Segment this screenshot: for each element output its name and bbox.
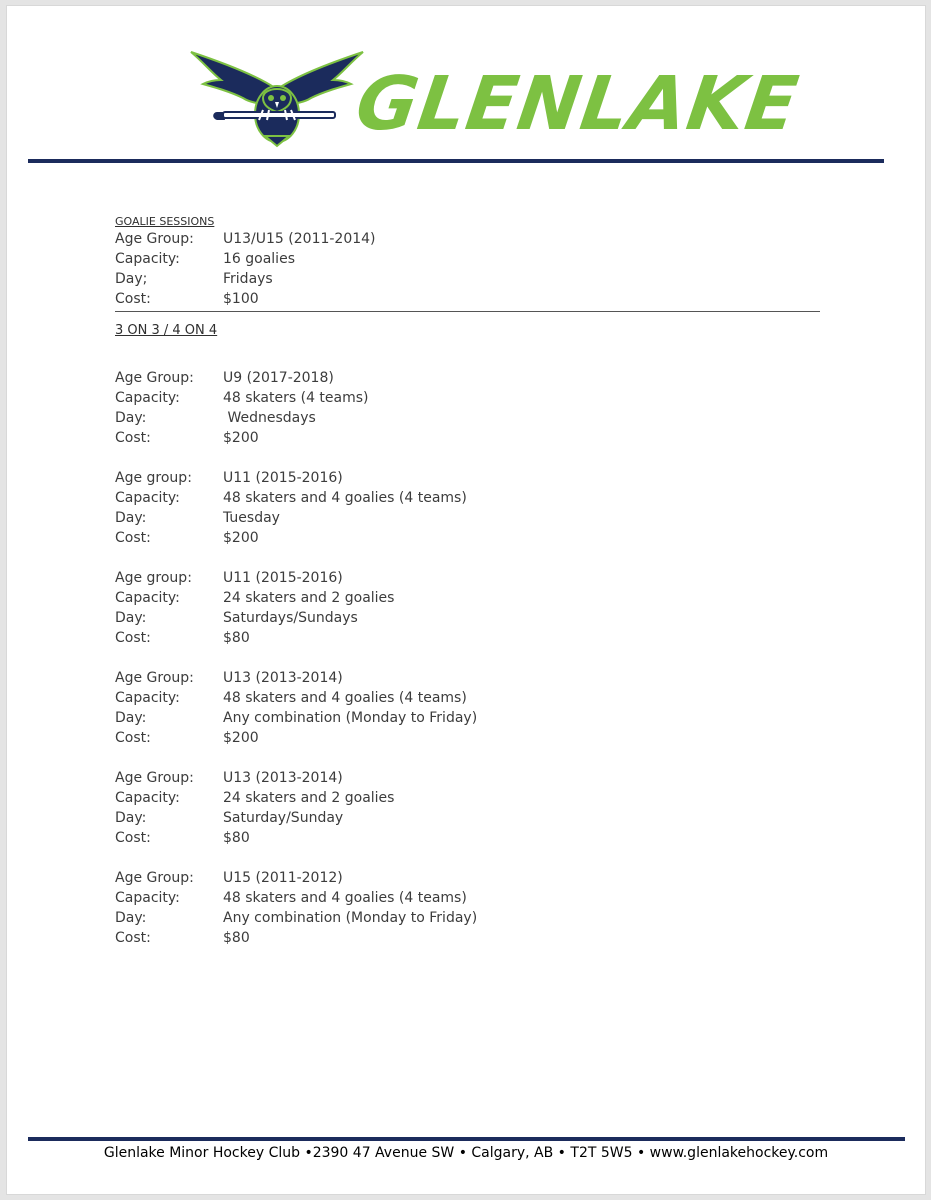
club-logo	[187, 46, 804, 148]
footer-address: Glenlake Minor Hockey Club •2390 47 Avenue SW • Calgary, AB • T2T 5W5 • www.glenlakehockey.com	[103, 1145, 829, 1161]
row-capacity	[115, 588, 835, 608]
row-day	[115, 708, 835, 728]
session-block	[115, 868, 835, 948]
field-label: Day:	[115, 610, 147, 626]
field-value: U11 (2015-2016)	[223, 470, 343, 486]
goalie-row-cost	[115, 289, 835, 309]
field-label: Age group:	[115, 570, 192, 586]
goalie-sessions-heading: GOALIE SESSIONS	[115, 215, 215, 228]
row-cost	[115, 928, 835, 948]
session-block	[115, 568, 835, 648]
field-value: $100	[223, 291, 259, 307]
field-value: U13 (2013-2014)	[223, 670, 343, 686]
goalie-row-day	[115, 269, 835, 289]
row-cost	[115, 428, 835, 448]
field-label: Capacity:	[115, 790, 180, 806]
row-day	[115, 808, 835, 828]
field-label: Day:	[115, 510, 147, 526]
row-cost	[115, 828, 835, 848]
row-cost	[115, 628, 835, 648]
field-label: Day:	[115, 710, 147, 726]
field-label: Capacity:	[115, 590, 180, 606]
field-label: Cost:	[115, 830, 151, 846]
row-age	[115, 868, 835, 888]
field-label: Day:	[115, 810, 147, 826]
field-value: Tuesday	[223, 510, 280, 526]
field-value: Saturday/Sunday	[223, 810, 344, 826]
field-label: Capacity:	[115, 890, 180, 906]
goalie-sessions-block	[115, 229, 835, 309]
row-capacity	[115, 488, 835, 508]
row-day	[115, 408, 835, 428]
field-value: $200	[223, 730, 259, 746]
field-value: $80	[223, 930, 250, 946]
field-label: Age Group:	[115, 770, 194, 786]
row-age	[115, 568, 835, 588]
field-label: Capacity:	[115, 390, 180, 406]
field-label: Cost:	[115, 530, 151, 546]
field-value: Any combination (Monday to Friday)	[223, 710, 478, 726]
session-block	[115, 668, 835, 748]
field-value: Saturdays/Sundays	[223, 610, 358, 626]
row-capacity	[115, 388, 835, 408]
field-value: Any combination (Monday to Friday)	[223, 910, 478, 926]
field-value: U11 (2015-2016)	[223, 570, 343, 586]
field-value: 24 skaters and 2 goalies	[223, 590, 395, 606]
document-page	[6, 5, 926, 1195]
hawk-icon	[187, 46, 367, 148]
header-rule	[28, 159, 884, 163]
field-value: 16 goalies	[223, 251, 295, 267]
field-value: Wednesdays	[223, 410, 316, 426]
field-value: $80	[223, 830, 250, 846]
row-age	[115, 468, 835, 488]
field-value: $200	[223, 530, 259, 546]
row-age	[115, 668, 835, 688]
row-capacity	[115, 888, 835, 908]
goalie-row-age	[115, 229, 835, 249]
row-age	[115, 368, 835, 388]
field-label: Cost:	[115, 430, 151, 446]
field-value: 48 skaters and 4 goalies (4 teams)	[223, 890, 467, 906]
field-label: Age group:	[115, 470, 192, 486]
row-cost	[115, 528, 835, 548]
document-body	[115, 214, 835, 948]
field-label: Cost:	[115, 291, 151, 307]
field-label: Cost:	[115, 630, 151, 646]
field-label: Age Group:	[115, 231, 194, 247]
field-label: Capacity:	[115, 490, 180, 506]
field-value: $80	[223, 630, 250, 646]
field-value: U15 (2011-2012)	[223, 870, 343, 886]
field-label: Age Group:	[115, 370, 194, 386]
row-age	[115, 768, 835, 788]
session-block	[115, 368, 835, 448]
field-value: $200	[223, 430, 259, 446]
field-label: Day:	[115, 410, 147, 426]
row-day	[115, 508, 835, 528]
logo-wordmark: GLENLAKE	[350, 61, 804, 147]
field-value: U9 (2017-2018)	[223, 370, 334, 386]
field-label: Age Group:	[115, 670, 194, 686]
field-value: 24 skaters and 2 goalies	[223, 790, 395, 806]
field-value: U13 (2013-2014)	[223, 770, 343, 786]
field-value: 48 skaters and 4 goalies (4 teams)	[223, 490, 467, 506]
field-label: Day;	[115, 271, 148, 287]
row-capacity	[115, 688, 835, 708]
row-capacity	[115, 788, 835, 808]
footer-rule	[28, 1137, 905, 1141]
field-value: 48 skaters (4 teams)	[223, 390, 369, 406]
field-label: Cost:	[115, 730, 151, 746]
session-block	[115, 768, 835, 848]
field-label: Capacity:	[115, 251, 180, 267]
field-label: Age Group:	[115, 870, 194, 886]
row-day	[115, 608, 835, 628]
goalie-row-capacity	[115, 249, 835, 269]
field-value: U13/U15 (2011-2014)	[223, 231, 376, 247]
field-label: Day:	[115, 910, 147, 926]
field-label: Cost:	[115, 930, 151, 946]
section-divider	[115, 311, 820, 312]
session-block	[115, 468, 835, 548]
field-label: Capacity:	[115, 690, 180, 706]
field-value: 48 skaters and 4 goalies (4 teams)	[223, 690, 467, 706]
field-value: Fridays	[223, 271, 273, 287]
row-cost	[115, 728, 835, 748]
three-on-three-heading: 3 ON 3 / 4 ON 4	[115, 323, 218, 338]
row-day	[115, 908, 835, 928]
